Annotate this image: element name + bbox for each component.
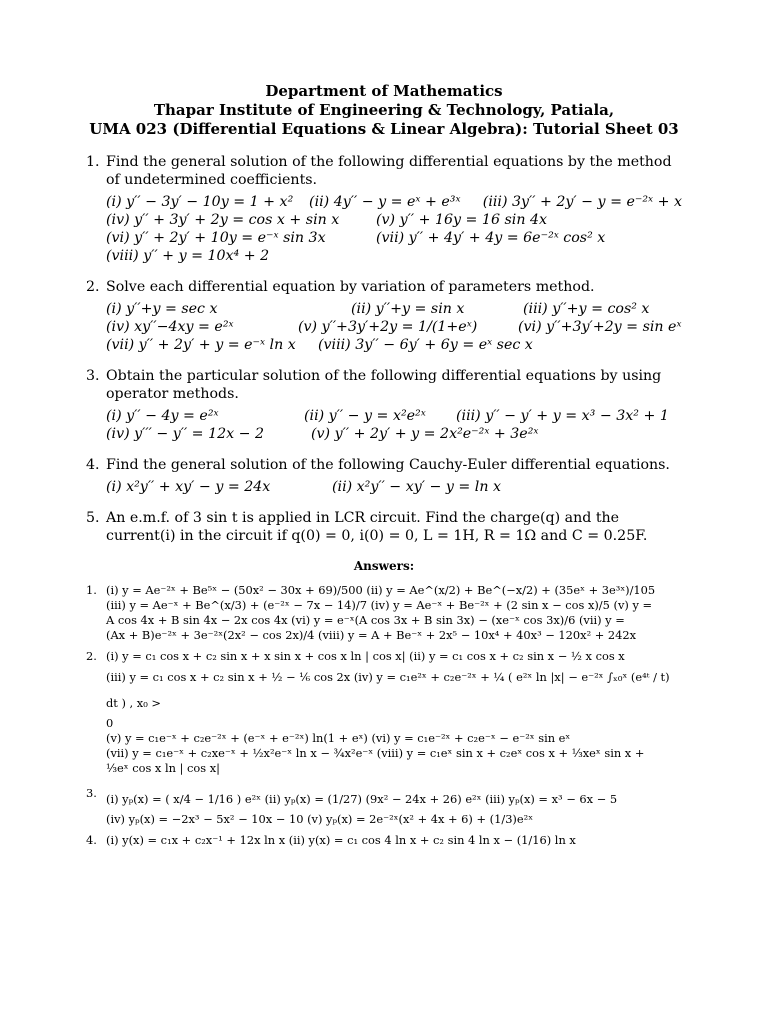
equation: (vii) y′′ + 4y′ + 4y = 6e⁻²ˣ cos² x xyxy=(376,230,606,246)
equation: (ii) x²y′′ − xy′ − y = ln x xyxy=(332,479,501,495)
question-number: 2. xyxy=(86,279,100,295)
equation: (i) x²y′′ + xy′ − y = 24x xyxy=(106,479,271,495)
equation: (ii) 4y′′ − y = eˣ + e³ˣ xyxy=(309,194,461,210)
question-number: 3. xyxy=(86,368,100,384)
question-number: 1. xyxy=(86,154,100,170)
question-text: Find the general solution of the following Cauchy-Euler differential equations. xyxy=(106,457,670,473)
question-number: 4. xyxy=(86,457,100,473)
equation-row xyxy=(106,211,682,229)
equation: (vi) y′′ + 2y′ + 10y = e⁻ˣ sin 3x xyxy=(106,230,326,246)
question-list xyxy=(0,153,768,545)
equation: (i) y′′ − 3y′ − 10y = 1 + x² xyxy=(106,194,294,210)
equation: (v) y′′+3y′+2y = 1/(1+eˣ) xyxy=(298,319,478,335)
answer-line: (i) y = c₁ cos x + c₂ sin x + x sin x + cos x ln | cos x| (ii) y = c₁ cos x + c₂ sin x − ½ x cos x xyxy=(106,649,625,663)
equation-row xyxy=(106,247,682,265)
answer-line: (i) y(x) = c₁x + c₂x⁻¹ + 12x ln x (ii) y(x) = c₁ cos 4 ln x + c₂ sin 4 ln x − (1/16) ln x xyxy=(106,833,576,847)
answer-4 xyxy=(0,833,768,848)
equation-row xyxy=(106,229,682,247)
equation: (iii) y′′+y = cos² x xyxy=(523,301,650,317)
equation-row xyxy=(106,193,682,211)
answer-line: (iii) y = Ae⁻ˣ + Be^(x/3) + (e⁻²ˣ − 7x − 14)/7 (iv) y = Ae⁻ˣ + Be⁻²ˣ + (2 sin x − cos x)/5 (v) y = xyxy=(106,598,653,612)
answer-line: A cos 4x + B sin 4x − 2x cos 4x (vi) y = e⁻ˣ(A cos 3x + B sin 3x) − (xe⁻ˣ cos 3x)/6 (vii) y = xyxy=(106,613,625,627)
equation-row xyxy=(106,478,682,496)
equation: (iii) y′′ − y′ + y = x³ − 3x² + 1 xyxy=(456,408,669,424)
question-number: 5. xyxy=(86,510,100,526)
equation: (i) y′′ − 4y = e²ˣ xyxy=(106,408,219,424)
equation: (vii) y′′ + 2y′ + y = e⁻ˣ ln x xyxy=(106,337,296,353)
answer-line: (i) yₚ(x) = ( x/4 − 1/16 ) e²ˣ (ii) yₚ(x) = (1/27) (9x² − 24x + 26) e²ˣ (iii) yₚ(x) = x³ − 6x − 5 xyxy=(106,792,618,806)
answer-number: 2. xyxy=(86,649,97,663)
answer-1 xyxy=(0,583,768,643)
answer-line: 0 xyxy=(106,716,114,730)
equation: (iv) y′′′ − y′′ = 12x − 2 xyxy=(106,426,265,442)
answer-line: (Ax + B)e⁻²ˣ + 3e⁻²ˣ(2x² − cos 2x)/4 (viii) y = A + Be⁻ˣ + 2x⁵ − 10x⁴ + 40x³ − 120x² + 242x xyxy=(106,628,637,642)
question-3 xyxy=(0,367,768,443)
question-2 xyxy=(0,278,768,354)
answer-line: (iii) y = c₁ cos x + c₂ sin x + ½ − ⅙ cos 2x (iv) y = c₁e²ˣ + c₂e⁻²ˣ + ¼ ( e²ˣ ln |x| − e⁻²ˣ ∫ₓ₀ˣ (e⁴ᵗ / t) dt ) , x₀ > xyxy=(106,670,670,710)
question-text: Solve each differential equation by variation of parameters method. xyxy=(106,279,595,295)
answer-number: 3. xyxy=(86,786,97,800)
equation: (ii) y′′+y = sin x xyxy=(351,301,465,317)
equation: (i) y′′+y = sec x xyxy=(106,301,218,317)
answer-2 xyxy=(0,649,768,776)
equation: (ii) y′′ − y = x²e²ˣ xyxy=(304,408,426,424)
equation-row xyxy=(106,300,682,318)
answer-line: (iv) yₚ(x) = −2x³ − 5x² − 10x − 10 (v) yₚ(x) = 2e⁻²ˣ(x² + 4x + 6) + (1/3)e²ˣ xyxy=(106,812,534,826)
answer-line: (i) y = Ae⁻²ˣ + Be⁵ˣ − (50x² − 30x + 69)/500 (ii) y = Ae^(x/2) + Be^(−x/2) + (35eˣ + 3e³ˣ)/105 xyxy=(106,583,656,597)
question-5 xyxy=(0,509,768,545)
answer-line: (vii) y = c₁e⁻ˣ + c₂xe⁻ˣ + ½x²e⁻ˣ ln x − ¾x²e⁻ˣ (viii) y = c₁eˣ sin x + c₂eˣ cos x + ⅓xeˣ sin x + xyxy=(106,746,645,760)
equation: (iii) 3y′′ + 2y′ − y = e⁻²ˣ + x xyxy=(482,194,682,210)
department-title: Department of Mathematics xyxy=(265,82,503,100)
question-1 xyxy=(0,153,768,265)
answer-number: 4. xyxy=(86,833,97,847)
institute-title: Thapar Institute of Engineering & Technology, Patiala, xyxy=(153,101,615,119)
equation: (viii) 3y′′ − 6y′ + 6y = eˣ sec x xyxy=(318,337,533,353)
equation: (iv) y′′ + 3y′ + 2y = cos x + sin x xyxy=(106,212,340,228)
equation: (vi) y′′+3y′+2y = sin eˣ xyxy=(518,319,682,335)
answer-line: ⅓eˣ cos x ln | cos x| xyxy=(106,761,221,775)
question-4 xyxy=(0,456,768,496)
question-text: Find the general solution of the following differential equations by the method of undetermined coefficients. xyxy=(106,154,672,188)
equation: (viii) y′′ + y = 10x⁴ + 2 xyxy=(106,248,270,264)
answer-3 xyxy=(0,786,768,827)
equation: (v) y′′ + 2y′ + y = 2x²e⁻²ˣ + 3e²ˣ xyxy=(311,426,539,442)
equation: (iv) xy′′−4xy = e²ˣ xyxy=(106,319,234,335)
equation-row xyxy=(106,336,682,354)
equation: (v) y′′ + 16y = 16 sin 4x xyxy=(376,212,547,228)
answers-heading: Answers: xyxy=(353,559,415,573)
equation-row xyxy=(106,407,682,425)
answer-line: (v) y = c₁e⁻ˣ + c₂e⁻²ˣ + (e⁻ˣ + e⁻²ˣ) ln(1 + eˣ) (vi) y = c₁e⁻²ˣ + c₂e⁻ˣ − e⁻²ˣ sin eˣ xyxy=(106,731,571,745)
equation-row xyxy=(106,425,682,443)
equation-row xyxy=(106,318,682,336)
question-text: Obtain the particular solution of the following differential equations by using operator methods. xyxy=(106,368,662,402)
course-title: UMA 023 (Differential Equations & Linear Algebra): Tutorial Sheet 03 xyxy=(89,120,679,138)
document-header xyxy=(0,82,768,139)
question-text: An e.m.f. of 3 sin t is applied in LCR circuit. Find the charge(q) and the current(i) in the circuit if q(0) = 0, i(0) = 0, L = 1H, R = 1Ω and C = 0.25F. xyxy=(106,510,648,544)
answer-number: 1. xyxy=(86,583,97,597)
